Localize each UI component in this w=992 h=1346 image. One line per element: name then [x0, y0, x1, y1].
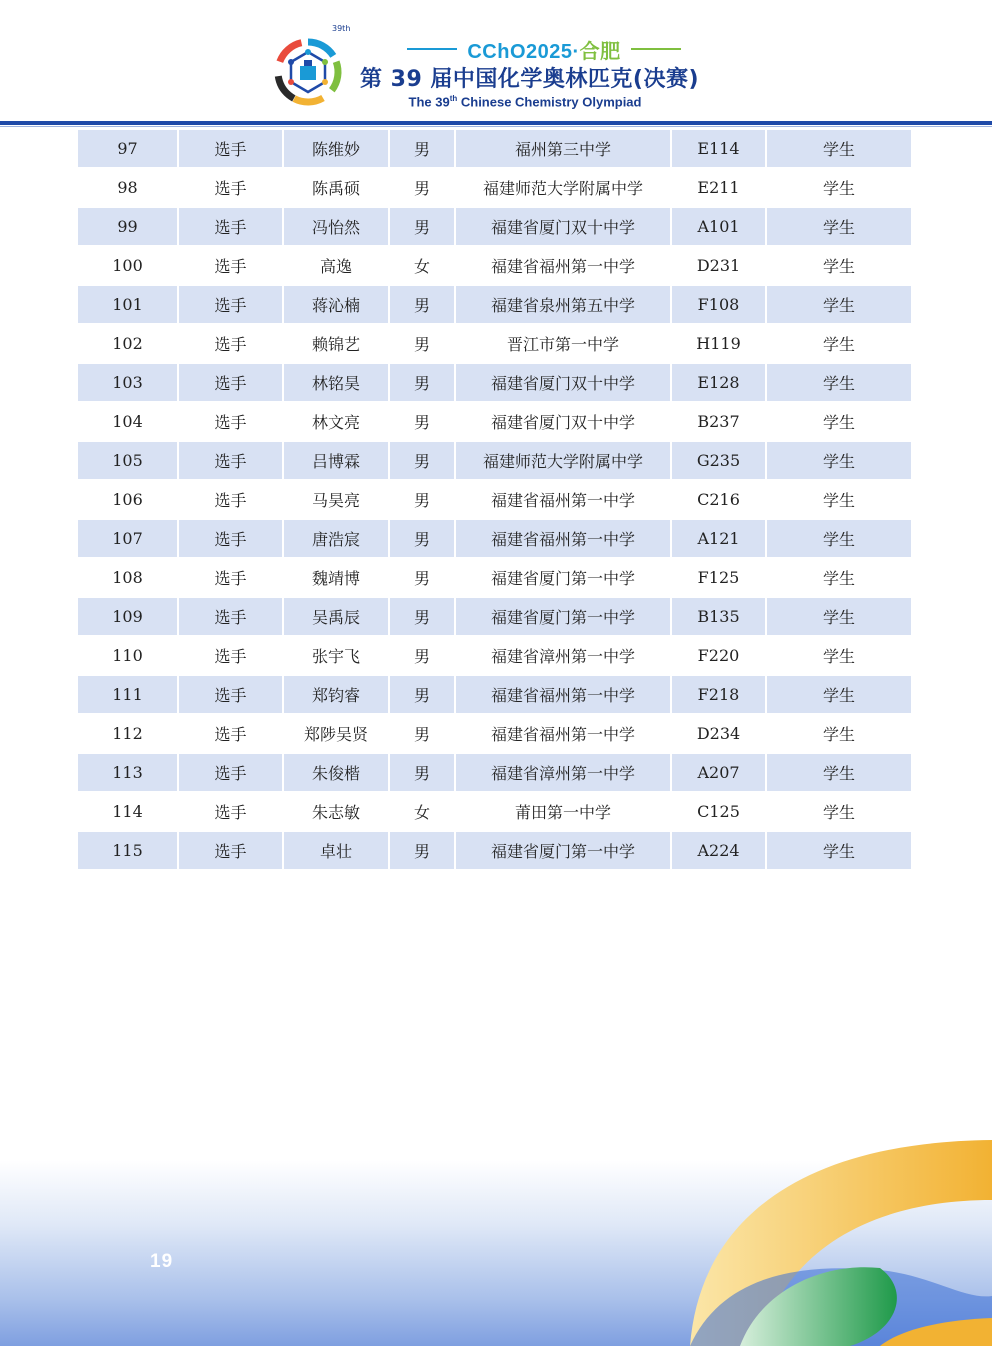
cell-seat: A121 — [672, 520, 765, 557]
cell-role: 选手 — [179, 325, 282, 362]
cell-name: 马昊亮 — [284, 481, 388, 518]
cell-number: 97 — [78, 130, 177, 167]
cell-school: 福建省厦门第一中学 — [456, 832, 670, 869]
cell-gender: 男 — [390, 559, 454, 596]
cell-name: 陈禹硕 — [284, 169, 388, 206]
table-row — [78, 364, 911, 401]
cell-seat: D234 — [672, 715, 765, 752]
table-row — [78, 715, 911, 752]
footer-decoration — [0, 1130, 992, 1346]
cell-school: 福建省漳州第一中学 — [456, 754, 670, 791]
cell-role: 选手 — [179, 247, 282, 284]
cell-type: 学生 — [767, 832, 911, 869]
cell-type: 学生 — [767, 403, 911, 440]
cell-gender: 男 — [390, 598, 454, 635]
subtitle-post: Chinese Chemistry Olympiad — [457, 94, 642, 110]
header-subrule — [0, 126, 992, 127]
page-number: 19 — [150, 1251, 174, 1272]
cell-number: 103 — [78, 364, 177, 401]
page-title: 第 39 届中国化学奥林匹克(决赛) — [360, 67, 700, 92]
cell-number: 110 — [78, 637, 177, 674]
cell-number: 102 — [78, 325, 177, 362]
cell-school: 福建省厦门双十中学 — [456, 364, 670, 401]
cell-seat: F220 — [672, 637, 765, 674]
cell-seat: C216 — [672, 481, 765, 518]
cell-role: 选手 — [179, 364, 282, 401]
page-subtitle — [360, 94, 690, 109]
cell-role: 选手 — [179, 520, 282, 557]
cell-school: 福建省福州第一中学 — [456, 715, 670, 752]
cell-gender: 男 — [390, 481, 454, 518]
cell-role: 选手 — [179, 169, 282, 206]
cell-type: 学生 — [767, 793, 911, 830]
cell-gender: 男 — [390, 832, 454, 869]
cell-seat: C125 — [672, 793, 765, 830]
cell-gender: 男 — [390, 676, 454, 713]
cell-seat: F218 — [672, 676, 765, 713]
table-row — [78, 676, 911, 713]
cell-type: 学生 — [767, 520, 911, 557]
cell-type: 学生 — [767, 442, 911, 479]
table-row — [78, 832, 911, 869]
table-row — [78, 481, 911, 518]
cell-gender: 男 — [390, 637, 454, 674]
roster-table — [76, 128, 913, 871]
cell-school: 福建省福州第一中学 — [456, 676, 670, 713]
cell-seat: F108 — [672, 286, 765, 323]
table-row — [78, 169, 911, 206]
cell-role: 选手 — [179, 715, 282, 752]
subtitle-pre: The 39 — [408, 94, 450, 110]
cell-number: 112 — [78, 715, 177, 752]
cell-name: 冯怡然 — [284, 208, 388, 245]
cell-seat: B135 — [672, 598, 765, 635]
cell-gender: 男 — [390, 169, 454, 206]
cell-seat: A207 — [672, 754, 765, 791]
page-header — [0, 0, 992, 128]
cell-number: 114 — [78, 793, 177, 830]
cell-name: 唐浩宸 — [284, 520, 388, 557]
brand-dash-right — [631, 48, 681, 50]
cell-gender: 男 — [390, 442, 454, 479]
cell-gender: 男 — [390, 754, 454, 791]
cell-school: 福建省厦门双十中学 — [456, 403, 670, 440]
cell-role: 选手 — [179, 130, 282, 167]
cell-seat: F125 — [672, 559, 765, 596]
table-row — [78, 247, 911, 284]
cell-name: 张宇飞 — [284, 637, 388, 674]
cell-name: 吕博霖 — [284, 442, 388, 479]
cell-seat: E114 — [672, 130, 765, 167]
table-row — [78, 637, 911, 674]
table-row — [78, 286, 911, 323]
cell-name: 魏靖博 — [284, 559, 388, 596]
cell-type: 学生 — [767, 130, 911, 167]
cell-gender: 男 — [390, 715, 454, 752]
cell-role: 选手 — [179, 637, 282, 674]
cell-school: 福建省泉州第五中学 — [456, 286, 670, 323]
cell-number: 115 — [78, 832, 177, 869]
subtitle-sup: th — [449, 94, 458, 103]
cell-gender: 男 — [390, 325, 454, 362]
cell-type: 学生 — [767, 169, 911, 206]
cell-name: 陈维妙 — [284, 130, 388, 167]
brand-prefix: CChO2025· — [467, 40, 580, 63]
cell-number: 100 — [78, 247, 177, 284]
cell-number: 106 — [78, 481, 177, 518]
cell-school: 福建师范大学附属中学 — [456, 169, 670, 206]
table-row — [78, 403, 911, 440]
table-row — [78, 325, 911, 362]
cell-number: 113 — [78, 754, 177, 791]
cell-seat: A224 — [672, 832, 765, 869]
cell-number: 105 — [78, 442, 177, 479]
cell-seat: A101 — [672, 208, 765, 245]
cell-seat: G235 — [672, 442, 765, 479]
cell-role: 选手 — [179, 286, 282, 323]
cell-school: 福建省厦门第一中学 — [456, 559, 670, 596]
cell-school: 福建省福州第一中学 — [456, 520, 670, 557]
cell-gender: 女 — [390, 793, 454, 830]
cell-type: 学生 — [767, 637, 911, 674]
brand-dash-left — [407, 48, 457, 50]
cell-number: 99 — [78, 208, 177, 245]
cell-number: 98 — [78, 169, 177, 206]
cell-type: 学生 — [767, 676, 911, 713]
cell-role: 选手 — [179, 754, 282, 791]
cell-role: 选手 — [179, 559, 282, 596]
brand-text — [467, 35, 620, 64]
cell-seat: H119 — [672, 325, 765, 362]
cell-name: 卓壮 — [284, 832, 388, 869]
cell-gender: 女 — [390, 247, 454, 284]
table-row — [78, 754, 911, 791]
cell-name: 高逸 — [284, 247, 388, 284]
cell-type: 学生 — [767, 715, 911, 752]
cell-name: 郑钧睿 — [284, 676, 388, 713]
cell-type: 学生 — [767, 286, 911, 323]
cell-school: 福建师范大学附属中学 — [456, 442, 670, 479]
cell-gender: 男 — [390, 520, 454, 557]
cell-number: 104 — [78, 403, 177, 440]
cell-name: 林文亮 — [284, 403, 388, 440]
cell-role: 选手 — [179, 481, 282, 518]
cell-school: 晋江市第一中学 — [456, 325, 670, 362]
cell-name: 蒋沁楠 — [284, 286, 388, 323]
table-row — [78, 442, 911, 479]
cell-gender: 男 — [390, 208, 454, 245]
cell-type: 学生 — [767, 481, 911, 518]
cell-seat: B237 — [672, 403, 765, 440]
cell-type: 学生 — [767, 754, 911, 791]
cell-school: 福建省福州第一中学 — [456, 481, 670, 518]
cell-role: 选手 — [179, 832, 282, 869]
cell-gender: 男 — [390, 364, 454, 401]
cell-number: 109 — [78, 598, 177, 635]
cell-gender: 男 — [390, 286, 454, 323]
cell-type: 学生 — [767, 208, 911, 245]
cell-role: 选手 — [179, 598, 282, 635]
cell-gender: 男 — [390, 403, 454, 440]
cell-number: 111 — [78, 676, 177, 713]
cell-role: 选手 — [179, 793, 282, 830]
cell-number: 108 — [78, 559, 177, 596]
cell-name: 林铭昊 — [284, 364, 388, 401]
cell-type: 学生 — [767, 325, 911, 362]
table-row — [78, 520, 911, 557]
cell-name: 赖锦艺 — [284, 325, 388, 362]
cell-name: 吴禹辰 — [284, 598, 388, 635]
cell-seat: E211 — [672, 169, 765, 206]
cell-role: 选手 — [179, 403, 282, 440]
cell-school: 福建省厦门第一中学 — [456, 598, 670, 635]
header-rule — [0, 121, 992, 125]
table-row — [78, 598, 911, 635]
ccho-logo — [266, 30, 350, 114]
cell-name: 郑陟吴贤 — [284, 715, 388, 752]
cell-school: 福州第三中学 — [456, 130, 670, 167]
table-row — [78, 559, 911, 596]
cell-number: 101 — [78, 286, 177, 323]
cell-school: 莆田第一中学 — [456, 793, 670, 830]
cell-seat: E128 — [672, 364, 765, 401]
cell-role: 选手 — [179, 676, 282, 713]
cell-role: 选手 — [179, 208, 282, 245]
cell-type: 学生 — [767, 247, 911, 284]
cell-school: 福建省漳州第一中学 — [456, 637, 670, 674]
cell-school: 福建省厦门双十中学 — [456, 208, 670, 245]
cell-school: 福建省福州第一中学 — [456, 247, 670, 284]
cell-type: 学生 — [767, 559, 911, 596]
logo-badge: 39th — [332, 24, 351, 33]
cell-role: 选手 — [179, 442, 282, 479]
table-row — [78, 793, 911, 830]
table-row — [78, 130, 911, 167]
brand-line — [398, 36, 690, 62]
cell-type: 学生 — [767, 364, 911, 401]
cell-gender: 男 — [390, 130, 454, 167]
brand-city: 合肥 — [579, 40, 621, 63]
cell-number: 107 — [78, 520, 177, 557]
cell-type: 学生 — [767, 598, 911, 635]
table-row — [78, 208, 911, 245]
roster-body — [78, 130, 911, 869]
cell-name: 朱俊楷 — [284, 754, 388, 791]
cell-seat: D231 — [672, 247, 765, 284]
cell-name: 朱志敏 — [284, 793, 388, 830]
